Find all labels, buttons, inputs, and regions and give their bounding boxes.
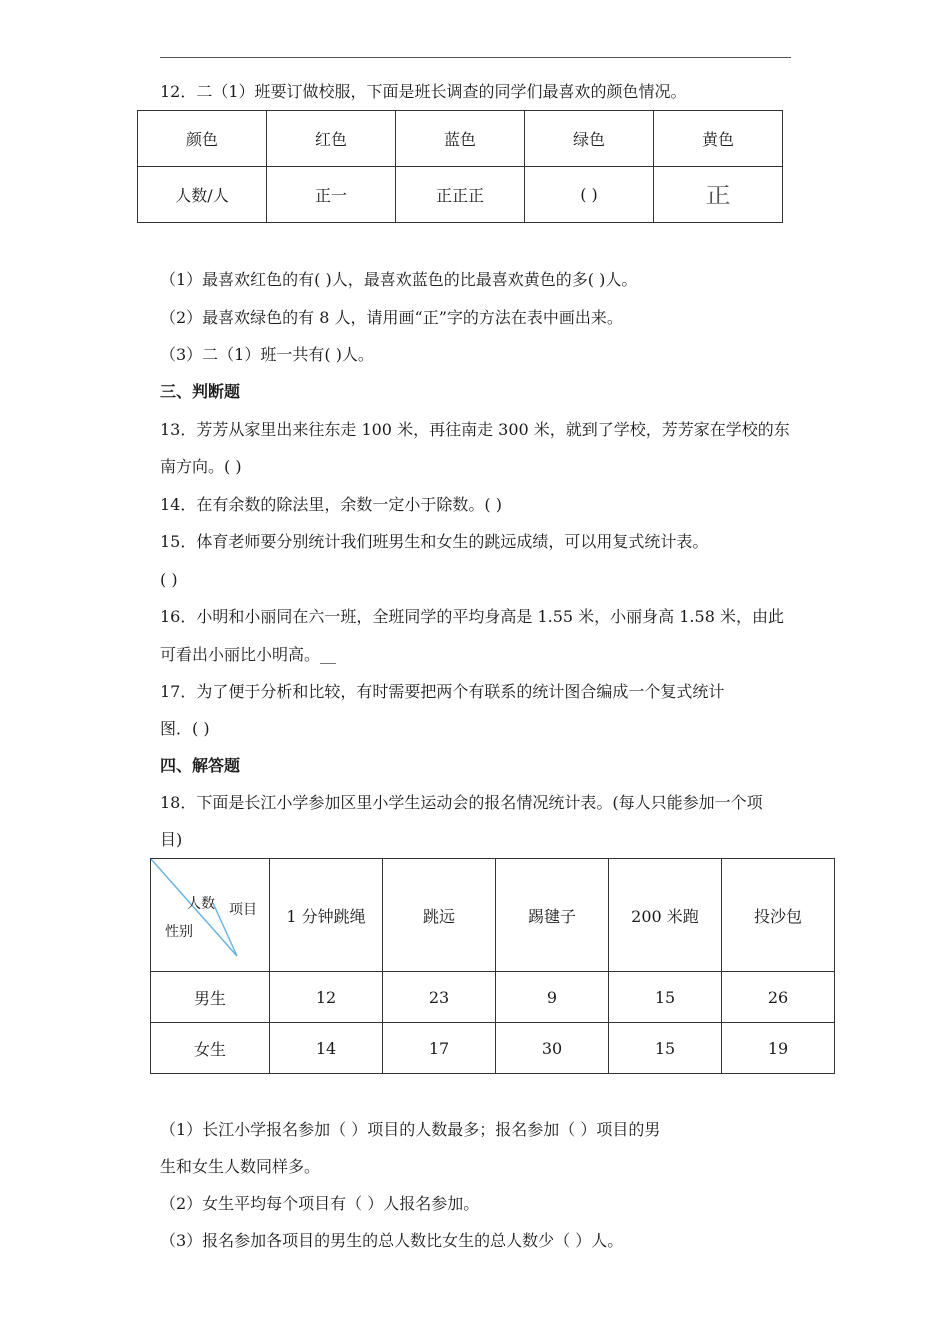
table-cell: 19	[722, 1023, 835, 1074]
diag-label-gender: 性别	[165, 924, 193, 940]
red-count-cell: 正一	[267, 167, 396, 223]
header-rule	[160, 57, 791, 58]
table-row-girls	[151, 1023, 835, 1074]
green-count-cell[interactable]: ( )	[525, 167, 654, 223]
diag-label-count: 人数	[187, 896, 215, 912]
table-cell: 26	[722, 972, 835, 1023]
q13-line1: 13．芳芳从家里出来往东走 100 米，再往南走 300 米，就到了学校，芳芳家在学校的东	[160, 420, 790, 439]
sports-signup-table	[150, 858, 835, 1074]
section-4-heading: 四、解答题	[160, 756, 241, 775]
q12-sub2: （2）最喜欢绿色的有 8 人，请用画“正”字的方法在表中画出来。	[160, 308, 623, 327]
q17-line1: 17．为了便于分析和比较，有时需要把两个有联系的统计图合编成一个复式统计	[160, 682, 725, 701]
q16-line2: 可看出小丽比小明高。__	[160, 645, 337, 664]
table-cell: 15	[609, 972, 722, 1023]
zheng-tally-mark: 正	[705, 184, 731, 209]
color-table-header: 绿色	[525, 111, 654, 167]
color-table	[137, 110, 783, 223]
q14: 14．在有余数的除法里，余数一定小于除数。( )	[160, 495, 502, 514]
q12-text: 12．二（1）班要订做校服，下面是班长调查的同学们最喜欢的颜色情况。	[160, 82, 687, 101]
table-cell: 23	[383, 972, 496, 1023]
project-header: 200 米跑	[609, 859, 722, 972]
diagonal-header-cell	[151, 859, 270, 972]
table-row-boys	[151, 972, 835, 1023]
table-cell: 14	[270, 1023, 383, 1074]
row-label: 女生	[151, 1023, 270, 1074]
q16-line1: 16．小明和小丽同在六一班，全班同学的平均身高是 1.55 米，小丽身高 1.58 米，由此	[160, 607, 784, 626]
color-table-header: 颜色	[138, 111, 267, 167]
q18-sub3: （3）报名参加各项目的男生的总人数比女生的总人数少（ ）人。	[160, 1231, 624, 1250]
project-header: 投沙包	[722, 859, 835, 972]
color-table-header: 蓝色	[396, 111, 525, 167]
q18-line2: 目)	[160, 830, 183, 849]
q15-line1: 15．体育老师要分别统计我们班男生和女生的跳远成绩，可以用复式统计表。	[160, 532, 709, 551]
color-table-header: 红色	[267, 111, 396, 167]
q17-line2: 图．( )	[160, 719, 210, 738]
q18-sub1-line1: （1）长江小学报名参加（ ）项目的人数最多；报名参加（ ）项目的男	[160, 1120, 661, 1139]
table-cell: 9	[496, 972, 609, 1023]
diag-label-project: 项目	[229, 902, 257, 918]
q13-line2: 南方向。( )	[160, 457, 242, 476]
q18-sub1-line2: 生和女生人数同样多。	[160, 1157, 321, 1176]
project-header: 跳远	[383, 859, 496, 972]
table-cell: 30	[496, 1023, 609, 1074]
q18-line1: 18．下面是长江小学参加区里小学生运动会的报名情况统计表。(每人只能参加一个项	[160, 793, 763, 812]
color-table-row-label: 人数/人	[138, 167, 267, 223]
row-label: 男生	[151, 972, 270, 1023]
q15-line2: ( )	[160, 570, 178, 589]
blue-count-cell: 正正正	[396, 167, 525, 223]
yellow-count-cell	[654, 167, 783, 223]
q18-sub2: （2）女生平均每个项目有（ ）人报名参加。	[160, 1194, 480, 1213]
section-3-heading: 三、判断题	[160, 382, 241, 401]
table-cell: 17	[383, 1023, 496, 1074]
project-header: 1 分钟跳绳	[270, 859, 383, 972]
table-cell: 15	[609, 1023, 722, 1074]
q12-sub1: （1）最喜欢红色的有( )人，最喜欢蓝色的比最喜欢黄色的多( )人。	[160, 270, 638, 289]
color-table-header: 黄色	[654, 111, 783, 167]
q12-sub3: （3）二（1）班一共有( )人。	[160, 345, 374, 364]
project-header: 踢毽子	[496, 859, 609, 972]
table-cell: 12	[270, 972, 383, 1023]
